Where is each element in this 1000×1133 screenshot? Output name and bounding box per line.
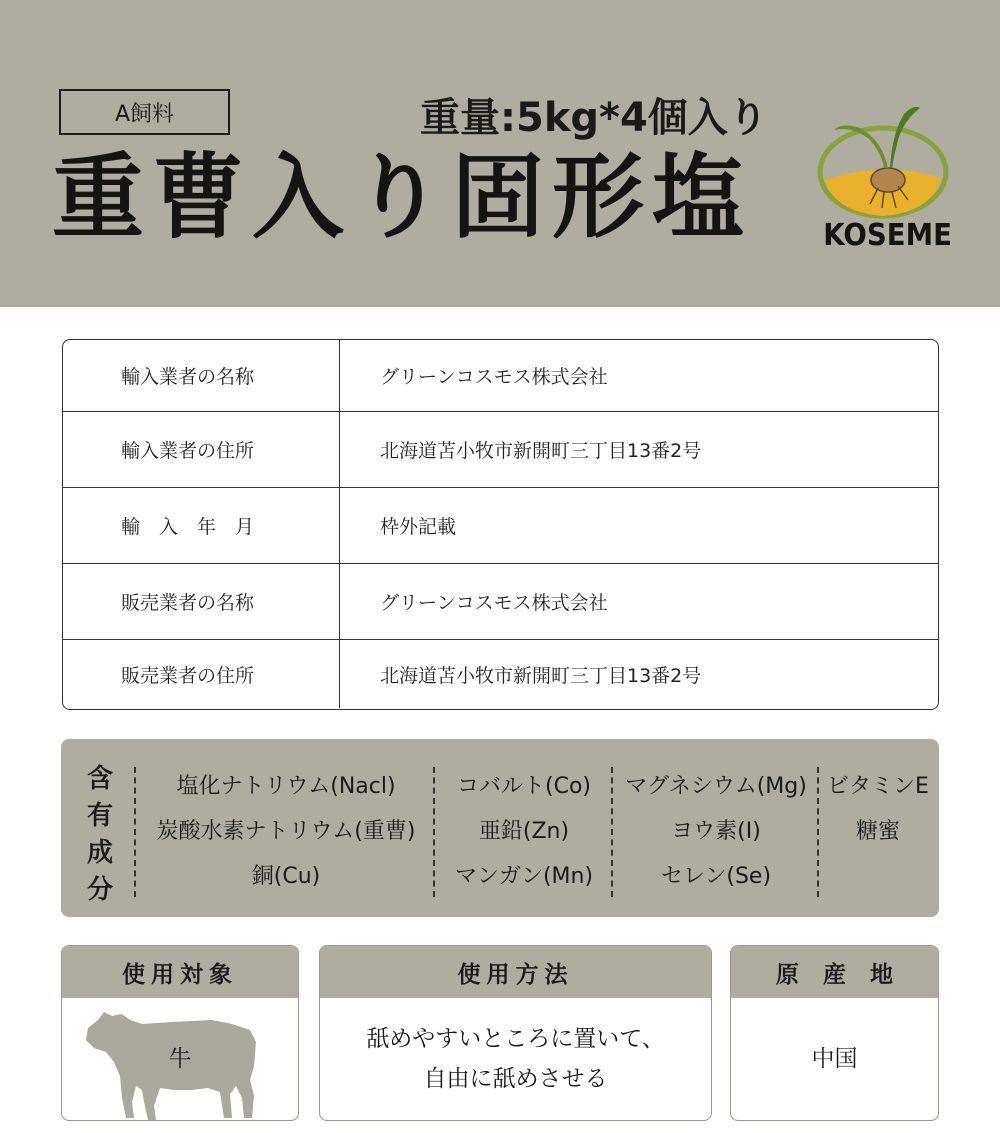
column-divider	[134, 767, 136, 897]
ingredient-item: ヨウ素(I)	[671, 819, 761, 844]
table-value: グリーンコスモス株式会社	[380, 592, 608, 614]
card-title: 使用方法	[320, 946, 711, 998]
column-divider	[433, 767, 435, 897]
column-divider	[611, 767, 613, 897]
table-label: 輸 入 年 月	[63, 488, 340, 563]
ingredient-item: 糖蜜	[855, 819, 900, 844]
usage-line: 自由に舐めさせる	[423, 1066, 608, 1092]
ingredient-item: 亜鉛(Zn)	[478, 819, 570, 844]
ingredient-column	[616, 764, 816, 899]
column-divider	[817, 767, 819, 897]
table-value: 北海道苫小牧市新開町三丁目13番2号	[380, 664, 702, 687]
target-card	[61, 945, 299, 1121]
table-value: 枠外記載	[380, 516, 457, 538]
product-title: 重曹入り固形塩	[52, 144, 753, 251]
ingredient-item: ビタミンE	[827, 774, 929, 799]
origin-value: 中国	[811, 1046, 858, 1072]
usage-line: 舐めやすいところに置いて、	[366, 1026, 665, 1052]
ingredient-item: マンガン(Mn)	[454, 864, 594, 889]
table-label: 輸入業者の名称	[63, 340, 340, 411]
info-table	[62, 339, 939, 710]
ingredient-item: コバルト(Co)	[457, 774, 591, 799]
table-label: 販売業者の名称	[63, 564, 340, 639]
ingredient-column	[141, 764, 431, 899]
table-row	[63, 412, 938, 488]
ingredients-panel	[61, 739, 939, 917]
ingredient-column	[823, 764, 933, 899]
ingredient-item: 炭酸水素ナトリウム(重曹)	[156, 819, 416, 844]
brand-name: KOSEME	[823, 218, 952, 253]
table-row	[63, 488, 938, 564]
header-band	[0, 0, 1000, 307]
table-value: 北海道苫小牧市新開町三丁目13番2号	[380, 440, 702, 462]
table-row	[63, 564, 938, 640]
table-label: 販売業者の住所	[63, 640, 340, 708]
usage-card	[319, 945, 712, 1121]
table-row	[63, 640, 938, 708]
card-title: 使用対象	[62, 946, 298, 998]
table-label: 輸入業者の住所	[63, 412, 340, 487]
ingredient-item: マグネシウム(Mg)	[625, 774, 807, 799]
ingredient-item	[823, 854, 933, 899]
ingredient-column	[439, 764, 609, 899]
feed-type-badge: A飼料	[59, 89, 230, 135]
card-body	[320, 998, 711, 1120]
card-body	[62, 998, 298, 1120]
ingredient-item: セレン(Se)	[660, 864, 772, 889]
sprout-logo-icon	[812, 100, 954, 220]
ingredient-item: 塩化ナトリウム(Nacl)	[176, 774, 396, 799]
table-row	[63, 340, 938, 412]
target-value: 牛	[168, 1046, 192, 1072]
table-value: グリーンコスモス株式会社	[380, 366, 608, 388]
ingredient-item: 銅(Cu)	[251, 864, 321, 889]
card-body	[731, 998, 938, 1120]
card-title: 原産地	[731, 946, 938, 998]
weight-label: 重量:5kg*4個入り	[420, 95, 768, 141]
ingredients-heading: 含 有 成 分	[86, 764, 113, 905]
origin-card	[730, 945, 939, 1121]
